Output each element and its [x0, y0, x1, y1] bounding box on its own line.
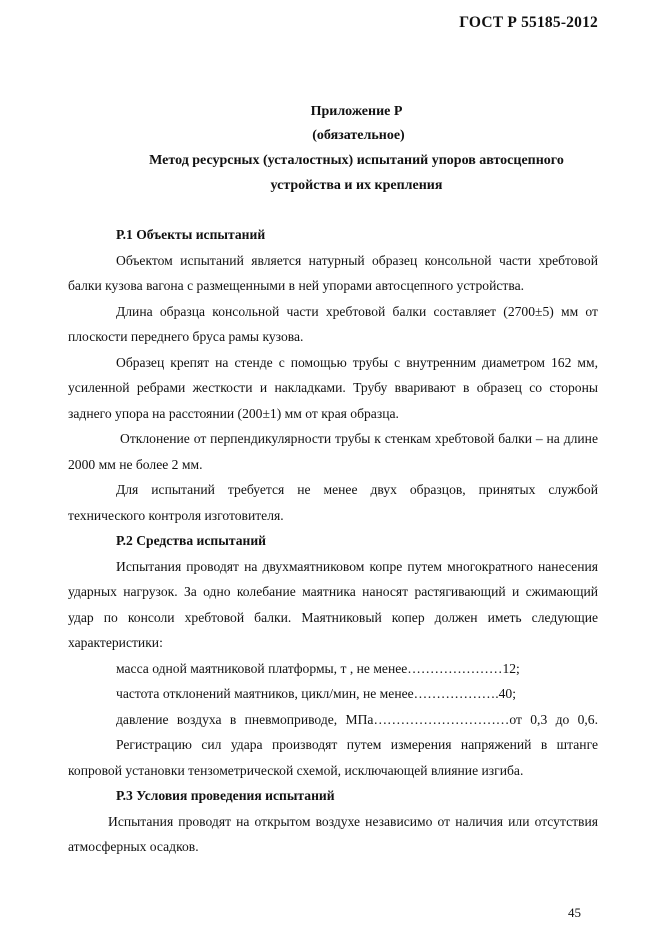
- document-body: [68, 222, 598, 860]
- appendix-title: Приложение Р: [310, 104, 403, 119]
- appendix-method-title-line1: Метод ресурсных (усталостных) испытаний упоров автосцепного: [149, 153, 564, 168]
- list-item-platform-mass: масса одной маятниковой платформы, т , не менее…………………12;: [116, 660, 520, 676]
- section-heading-test-conditions: Р.3 Условия проведения испытаний: [116, 788, 335, 803]
- section-heading-test-objects: Р.1 Объекты испытаний: [116, 227, 266, 242]
- paragraph-test-method: Испытания проводят на двухмаятниковом копре путем многократного нанесения ударных нагрузок. За одно колебание маятника наносят растягивающий и сжимающий удар по консоли хребтовой балки. Маятниковый копер должен иметь следующие характеристики:: [68, 558, 598, 650]
- paragraph-test-conditions: Испытания проводят на открытом воздухе независимо от наличия или отсутствия атмосферных осадков.: [68, 813, 598, 854]
- paragraph-sample-mounting: Образец крепят на стенде с помощью трубы с внутренним диаметром 162 мм, усиленной ребрами жесткости и накладками. Трубу вваривают в образец со стороны заднего упора на расстоянии (200±1) мм от края образца.: [68, 354, 598, 421]
- page-number: 45: [568, 905, 581, 920]
- paragraph-sample-count: Для испытаний требуется не менее двух образцов, принятых службой технического контроля изготовителя.: [68, 482, 598, 523]
- paragraph-perpendicularity: Отклонение от перпендикулярности трубы к стенкам хребтовой балки – на длине 2000 мм не более 2 мм.: [68, 431, 598, 472]
- list-item-air-pressure: давление воздуха в пневмоприводе, МПа…………………………от 0,3 до 0,6.: [116, 711, 598, 727]
- paragraph-sample-length: Длина образца консольной части хребтовой балки составляет (2700±5) мм от плоскости переднего бруса рамы кузова.: [68, 303, 598, 344]
- list-item-deflection-frequency: частота отклонений маятников, цикл/мин, не менее……………….40;: [116, 686, 516, 701]
- appendix-method-title-line2: устройства и их крепления: [270, 178, 443, 193]
- section-heading-test-equipment: Р.2 Средства испытаний: [116, 533, 267, 548]
- paragraph-test-object: Объектом испытаний является натурный образец консольной части хребтовой балки кузова вагона с размещенными в ней упорами автосцепного устройства.: [68, 252, 598, 293]
- paragraph-force-registration: Регистрацию сил удара производят путем измерения напряжений в штанге копровой установки тензометрической схемой, исключающей влияние изгиба.: [68, 737, 598, 778]
- appendix-status: (обязательное): [312, 128, 405, 143]
- document-standard-header: ГОСТ Р 55185-2012: [459, 14, 598, 31]
